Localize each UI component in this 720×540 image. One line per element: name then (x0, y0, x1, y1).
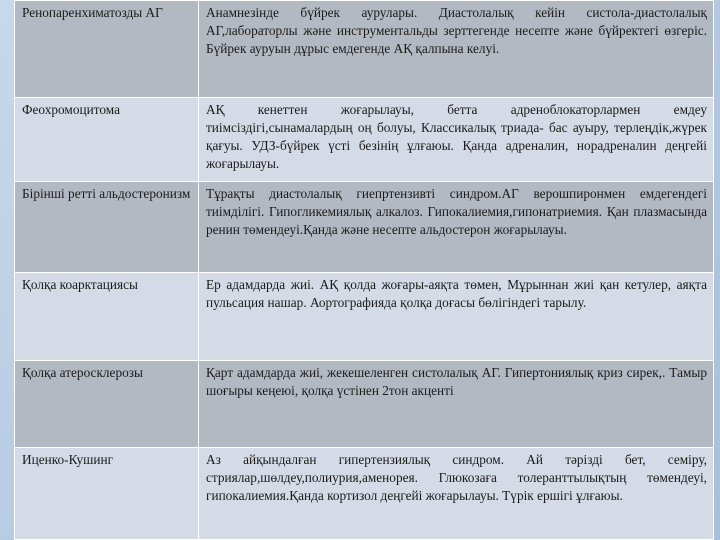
condition-description: Анамнезінде бүйрек аурулары. Диастолалық кейін систола-диастолалық АГ,лабораторлы және инструментальды зерттегенде несепте және бүйректегі өзгеріс. Бүйрек ауруын дұрыс емдегенде АҚ қалпына келуі. (199, 1, 714, 98)
condition-name: Қолқа атеросклерозы (15, 361, 199, 448)
condition-description: Қарт адамдарда жиі, жекешеленген систолалық АГ. Гипертониялық криз сирек,. Тамыр шоғыры кеңеюі, қолқа үстінен 2тон акценті (199, 361, 714, 448)
condition-description: Тұрақты диастолалық гиепртензивті синдром.АГ верошпиронмен емдегендегі тиімділігі. Гипогликемиялық алкалоз. Гипокалиемия,гипонатриемия. Қан плазмасында ренин төмендеуі.Қанда және несепте альдостерон жоғарылауы. (199, 182, 714, 273)
condition-description: Ер адамдарда жиі. АҚ қолда жоғары-аяқта төмен, Мұрыннан жиі қан кетулер, аяқта пульсация нашар. Аортографияда қолқа доғасы бөлігіндегі тарылу. (199, 273, 714, 361)
table-row (15, 361, 714, 448)
table-row (15, 1, 714, 98)
table-row (15, 273, 714, 361)
condition-name: Қолқа коарктациясы (15, 273, 199, 361)
condition-description: АҚ кенеттен жоғарылауы, бетта адреноблокаторлармен емдеу тиімсіздігі,сынамалардың оң болуы, Классикалық триада- бас ауыру, терлеңдік,жүрек қағуы. УДЗ-бүйрек үсті безінің ұлғаюы. Қанда адреналин, норадреналин деңгейі жоғарылауы. (199, 98, 714, 182)
condition-description: Аз айқындалған гипертензиялық синдром. Ай тәрізді бет, семіру, стриялар,шөлдеу,полиурия,аменорея. Глюкозаға толеранттылықтың төмендеуі, гипокалиемия.Қанда кортизол деңгейі жоғарылауы. Түрік ершігі ұлғаюы. (199, 448, 714, 540)
condition-name: Біріншi реттi альдостеронизм (15, 182, 199, 273)
table-row (15, 182, 714, 273)
differential-diagnosis-table (14, 0, 714, 540)
condition-name: Ренопаренхиматозды АГ (15, 1, 199, 98)
table-row (15, 98, 714, 182)
condition-name: Феохромоцитома (15, 98, 199, 182)
condition-name: Иценко-Кушинг (15, 448, 199, 540)
table-row (15, 448, 714, 540)
